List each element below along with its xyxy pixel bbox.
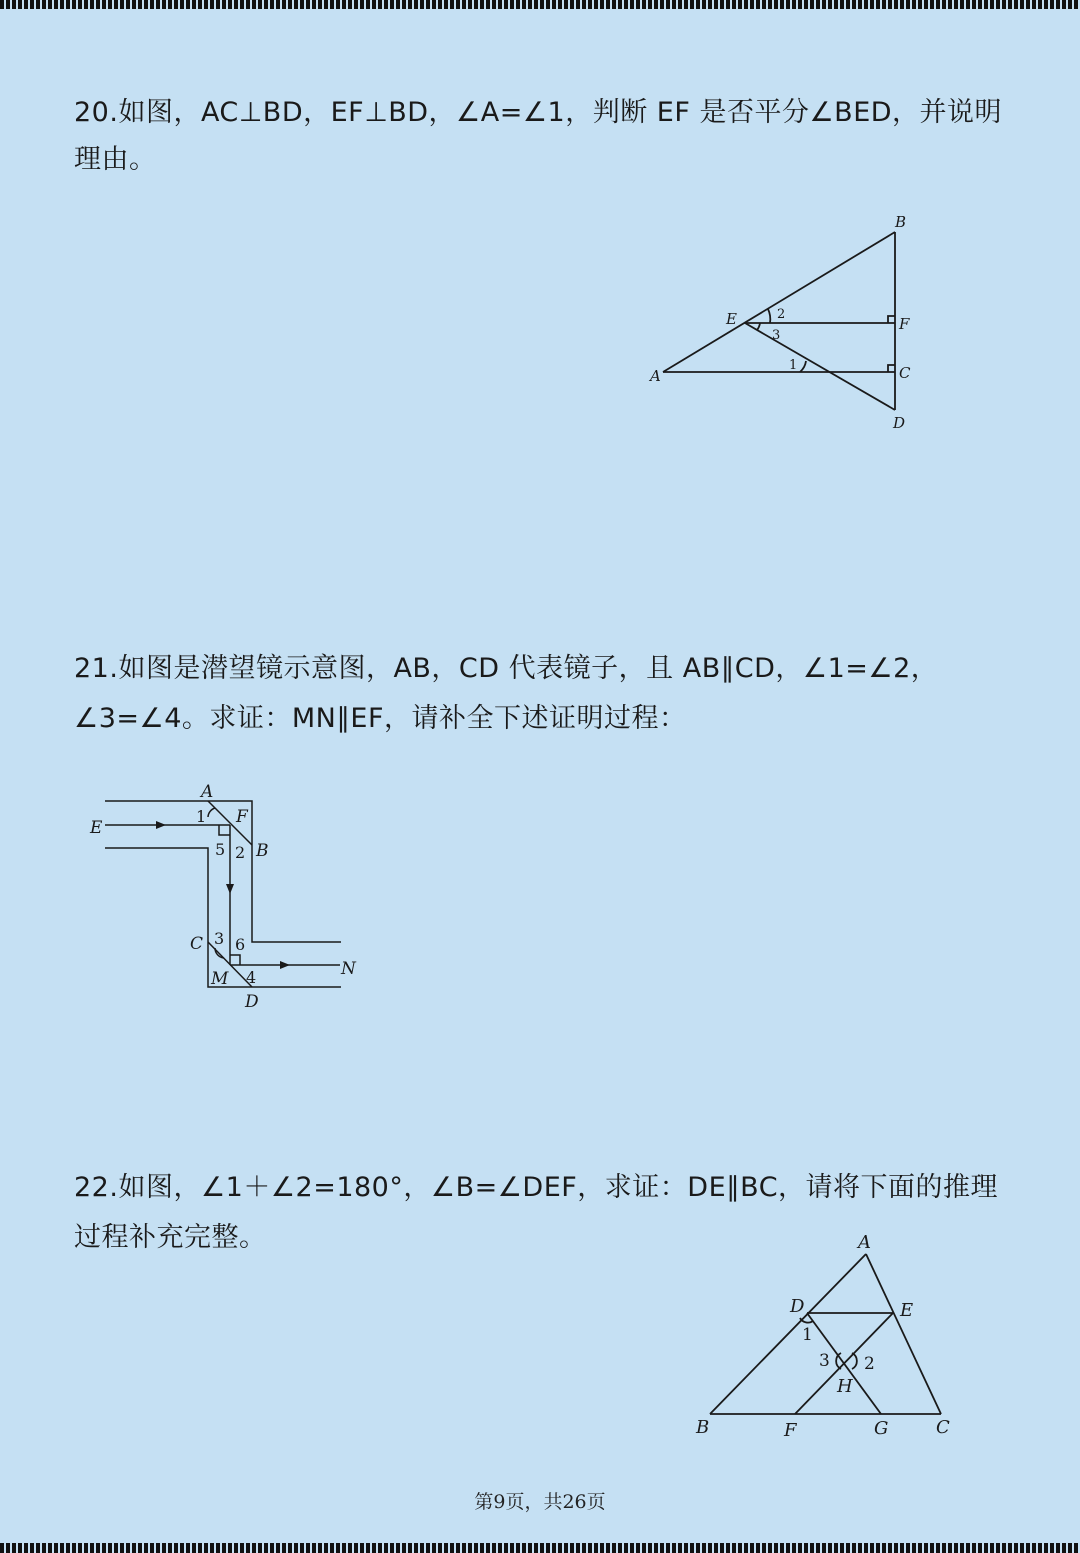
label-angle-3: 3 xyxy=(214,929,225,948)
label-angle-4: 4 xyxy=(246,968,257,987)
angle-arc-2 xyxy=(852,1353,857,1369)
label-C: C xyxy=(936,1417,950,1438)
angle-arc-2 xyxy=(768,309,770,323)
right-angle-bottom xyxy=(230,955,240,965)
side-AC xyxy=(866,1254,941,1414)
tube-wall-bottom xyxy=(105,848,341,987)
label-angle-6: 6 xyxy=(235,935,246,954)
mirror-CD xyxy=(208,942,252,987)
label-angle-1: 1 xyxy=(196,807,207,826)
label-angle-2: 2 xyxy=(864,1354,875,1374)
mirror-AB xyxy=(208,801,252,845)
label-angle-1: 1 xyxy=(802,1325,813,1345)
label-D: D xyxy=(245,992,259,1012)
label-B: B xyxy=(256,841,269,861)
label-A: A xyxy=(201,782,214,802)
side-AB xyxy=(710,1254,866,1414)
question-21: 21.如图是潜望镜示意图，AB，CD 代表镜子，且 AB∥CD，∠1=∠2，∠3=∠4。求证：MN∥EF，请补全下述证明过程： xyxy=(74,653,939,734)
angle-arc-3 xyxy=(757,323,760,330)
angle-arc-3 xyxy=(215,948,224,958)
arrow-head-down xyxy=(226,884,234,894)
angle-arc-1 xyxy=(208,808,215,817)
question-20: 20.如图，AC⊥BD，EF⊥BD，∠A=∠1，判断 EF 是否平分∠BED，并说明理由。 xyxy=(74,97,1003,175)
label-C: C xyxy=(899,364,911,382)
line-DG xyxy=(807,1313,881,1414)
label-N: N xyxy=(341,959,356,979)
label-H: H xyxy=(837,1376,853,1397)
label-angle-2: 2 xyxy=(777,307,786,322)
top-dotted-border xyxy=(0,0,1080,9)
label-E: E xyxy=(90,818,103,838)
label-F: F xyxy=(784,1420,797,1441)
label-D: D xyxy=(893,414,906,432)
question-22: 22.如图，∠1＋∠2=180°，∠B=∠DEF，求证：DE∥BC，请将下面的推理过程补充完整。 xyxy=(74,1172,999,1253)
angle-arc-1 xyxy=(800,361,806,372)
label-angle-2: 2 xyxy=(235,843,246,862)
arrow-head-MN xyxy=(280,961,290,969)
label-M: M xyxy=(211,969,229,989)
label-angle-3: 3 xyxy=(819,1351,830,1371)
label-A: A xyxy=(858,1232,871,1253)
tube-wall-top xyxy=(105,801,341,942)
right-angle-top xyxy=(219,825,230,835)
line-AB xyxy=(663,232,895,372)
label-angle-1: 1 xyxy=(789,358,798,373)
label-F: F xyxy=(236,807,248,827)
line-ED xyxy=(745,323,895,410)
arrow-head-EF xyxy=(156,821,166,829)
label-E: E xyxy=(900,1300,914,1321)
label-C: C xyxy=(190,934,204,954)
label-G: G xyxy=(874,1418,889,1439)
label-F: F xyxy=(899,315,910,333)
label-A: A xyxy=(650,367,661,385)
angle-arc-3 xyxy=(836,1353,841,1369)
page-footer: 第9页，共26页 xyxy=(474,1491,606,1513)
label-B: B xyxy=(895,213,907,231)
label-D: D xyxy=(790,1296,805,1317)
label-E: E xyxy=(726,310,737,328)
label-angle-3: 3 xyxy=(772,328,781,343)
line-EF xyxy=(795,1313,893,1414)
angle-arc-1 xyxy=(800,1318,813,1323)
label-B: B xyxy=(696,1417,710,1438)
right-angle-C xyxy=(888,365,895,372)
label-angle-5: 5 xyxy=(215,840,226,859)
right-angle-F xyxy=(888,316,895,323)
bottom-dotted-border xyxy=(0,1543,1080,1553)
